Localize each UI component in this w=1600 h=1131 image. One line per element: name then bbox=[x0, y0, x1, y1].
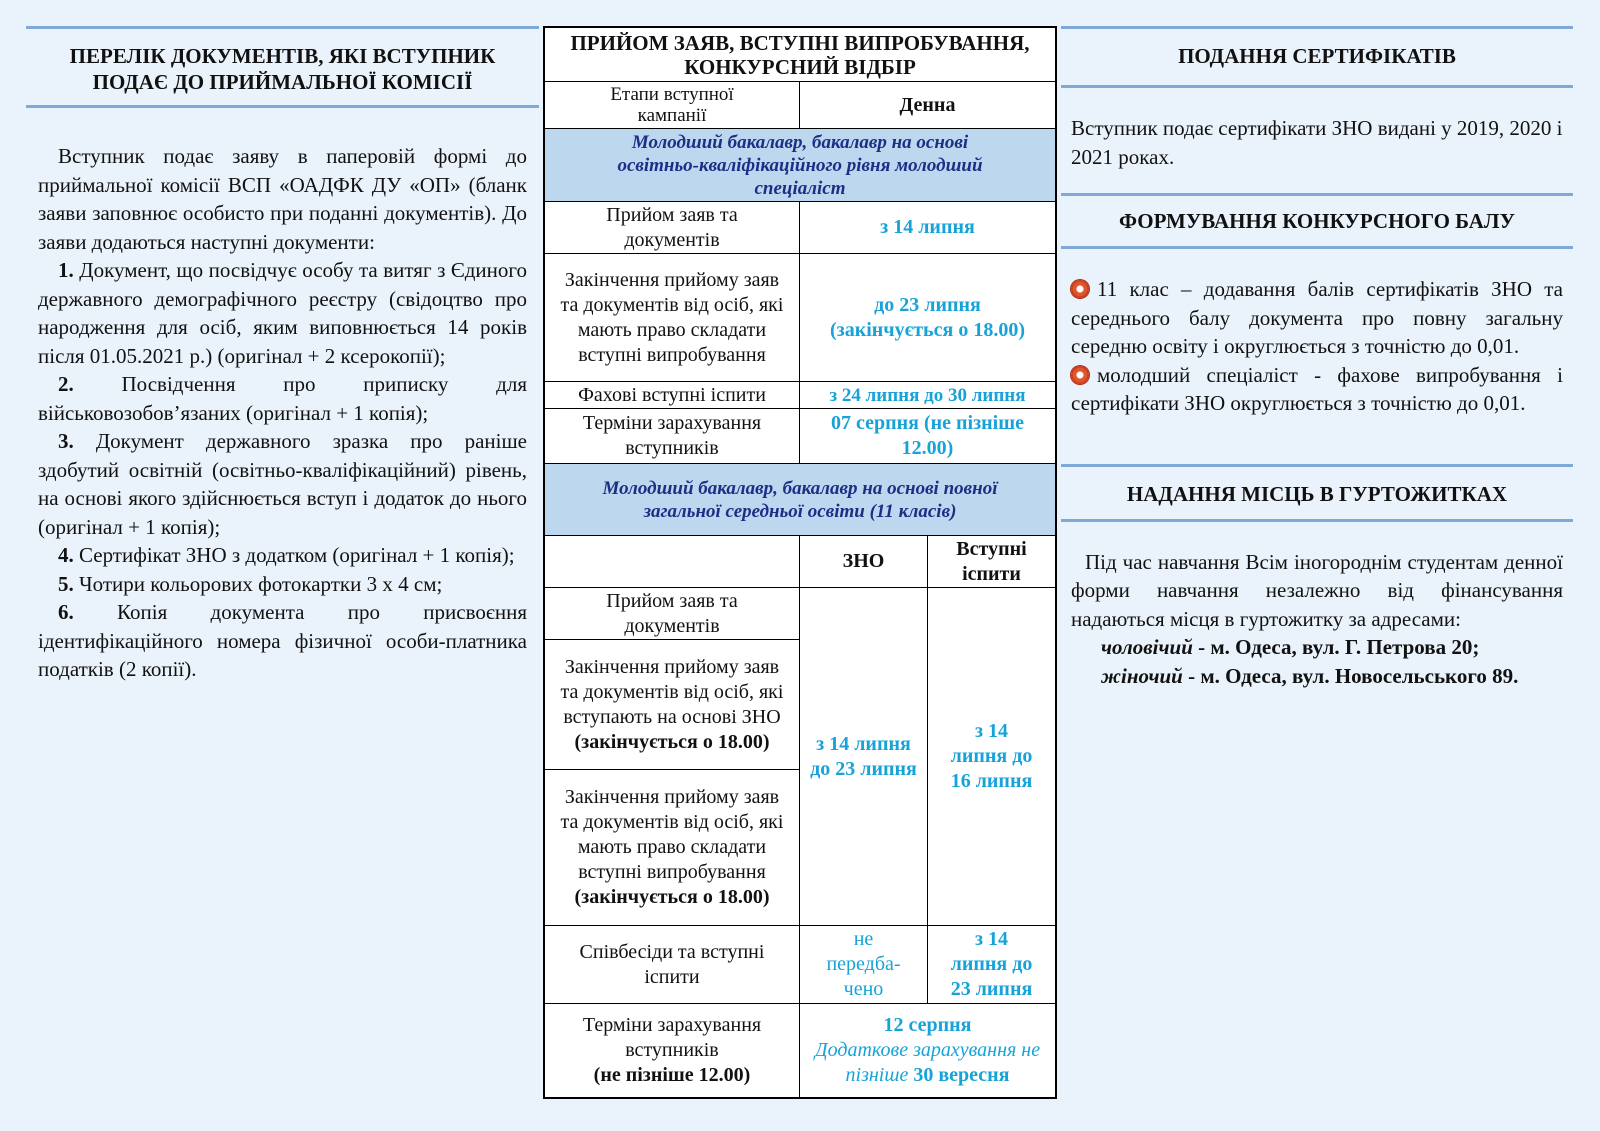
certs-title: ПОДАННЯ СЕРТИФІКАТІВ bbox=[1178, 44, 1456, 68]
item-number: 4. bbox=[58, 543, 74, 567]
row-label: Співбесіди та вступні іспити bbox=[545, 925, 799, 1003]
item-text: Документ, що посвідчує особу та витяг з Єдиного державного демографічного реєстру (свідоцтво про народження для осіб, яким виповнюється 14 років після 01.05.2021 р.) (оригінал + 2 ксерокопії); bbox=[38, 258, 527, 368]
row-label bbox=[545, 1003, 799, 1097]
documents-column bbox=[26, 26, 539, 684]
divider bbox=[1061, 464, 1573, 467]
divider bbox=[26, 26, 539, 29]
exam-dates: з 14 липня до 16 липня bbox=[927, 587, 1055, 925]
row-label-text: Закінчення прийому заяв та документів від осіб, які мають право складати вступні випробування bbox=[560, 786, 784, 883]
documents-title: ПЕРЕЛІК ДОКУМЕНТІВ, ЯКІ ВСТУПНИК ПОДАЄ ДО ПРИЙМАЛЬНОЇ КОМІСІЇ bbox=[69, 44, 496, 94]
header-day: Денна bbox=[799, 81, 1055, 128]
enroll-extra bbox=[810, 1038, 1045, 1088]
divider bbox=[26, 105, 539, 108]
item-number: 5. bbox=[58, 571, 74, 596]
divider bbox=[1061, 26, 1573, 29]
row-value: з 14 липня bbox=[799, 201, 1055, 253]
dorm-female-address: - м. Одеса, вул. Новосельського 89. bbox=[1182, 663, 1519, 688]
score-list bbox=[1061, 275, 1573, 418]
enroll-dates bbox=[799, 1003, 1055, 1097]
divider bbox=[1061, 246, 1573, 249]
item-text: Документ державного зразка про раніше здобутий освітній (освітньо-кваліфікаційний) рівень, на основі якого здійснюється вступ і додаток до нього (оригінал + 1 копія); bbox=[38, 429, 527, 539]
item-number: 6. bbox=[58, 600, 74, 624]
enroll-date: 12 серпня bbox=[883, 1014, 972, 1036]
documents-body bbox=[26, 142, 539, 684]
divider bbox=[1061, 519, 1573, 522]
certs-text: Вступник подає сертифікати ЗНО видані у 2019, 2020 і 2021 роках. bbox=[1071, 116, 1563, 169]
list-item bbox=[38, 256, 527, 370]
row-label: Прийом заяв та документів bbox=[545, 587, 799, 639]
row-label: Терміни зарахування вступників bbox=[545, 408, 799, 463]
item-number: 3. bbox=[58, 429, 74, 453]
header-stages: Етапи вступної кампанії bbox=[545, 81, 799, 128]
list-item bbox=[38, 598, 527, 684]
list-item bbox=[1071, 275, 1563, 361]
dorm-male-label: чоловічий bbox=[1101, 635, 1193, 659]
dorm-female-label: жіночий bbox=[1101, 663, 1183, 688]
item-number: 1. bbox=[58, 258, 74, 282]
enroll-extra-date: 30 вересня bbox=[913, 1064, 1010, 1086]
row-value: до 23 липня (закінчується о 18.00) bbox=[799, 253, 1055, 381]
admission-schedule-table bbox=[543, 26, 1057, 1099]
dorm-text: Під час навчання Всім іногороднім студентам денної форми навчання незалежно від фінансування надаються місця в гуртожитку за адресами: bbox=[1071, 549, 1563, 631]
bullet-icon bbox=[1071, 366, 1089, 384]
item-text: Посвідчення про приписку для військовозобов’язаних (оригінал + 1 копія); bbox=[38, 372, 528, 425]
score-item-text: молодший спеціаліст - фахове випробування і сертифікати ЗНО округлюється з точністю до 0,01. bbox=[1071, 362, 1563, 415]
info-column bbox=[1061, 26, 1573, 690]
score-item-text: 11 клас – додавання балів сертифікатів ЗНО та середнього балу документа про повну загальну середню освіту і округлюється з точністю до 0,01. bbox=[1071, 277, 1563, 358]
dorm-address-female bbox=[1061, 662, 1573, 691]
row-label bbox=[545, 639, 799, 769]
dorm-title: НАДАННЯ МІСЦЬ В ГУРТОЖИТКАХ bbox=[1126, 481, 1508, 506]
list-item bbox=[1071, 361, 1563, 418]
list-item bbox=[38, 427, 527, 541]
header-empty bbox=[545, 535, 799, 587]
interview-zno: не передба-чено bbox=[799, 925, 927, 1003]
row-label-text: Терміни зарахування вступників bbox=[582, 1014, 762, 1061]
row-value: з 24 липня до 30 липня bbox=[799, 381, 1055, 408]
divider bbox=[1061, 85, 1573, 88]
list-item bbox=[38, 370, 527, 427]
item-text: Копія документа про присвоєння ідентифікаційного номера фізичної особи-платника податків (2 копії). bbox=[38, 600, 527, 681]
list-item bbox=[38, 570, 527, 599]
row-label-note: (не пізніше 12.00) bbox=[593, 1064, 751, 1086]
list-item bbox=[38, 541, 527, 570]
row-label: Закінчення прийому заяв та документів від осіб, які мають право складати вступні випробування bbox=[545, 253, 799, 381]
score-title: ФОРМУВАННЯ КОНКУРСНОГО БАЛУ bbox=[1119, 209, 1515, 233]
dorm-male-address: - м. Одеса, вул. Г. Петрова 20; bbox=[1192, 635, 1480, 659]
item-text: Чотири кольорових фотокартки 3 х 4 см; bbox=[79, 571, 443, 596]
dorm-address-male bbox=[1061, 633, 1573, 662]
row-label-note: (закінчується о 18.00) bbox=[574, 730, 770, 753]
item-text: Сертифікат ЗНО з додатком (оригінал + 1 копія); bbox=[79, 543, 515, 567]
row-label bbox=[545, 769, 799, 925]
section-header: Молодший бакалавр, бакалавр на основі повної загальної середньої освіти (11 класів) bbox=[545, 463, 1055, 535]
row-value: 07 серпня (не пізніше 12.00) bbox=[799, 408, 1055, 463]
row-label-note: (закінчується о 18.00) bbox=[574, 886, 770, 908]
header-zno: ЗНО bbox=[799, 535, 927, 587]
interview-exams: з 14 липня до 23 липня bbox=[927, 925, 1055, 1003]
enroll-extra-text: Додаткове зарахування не пізніше bbox=[814, 1039, 1041, 1086]
row-label: Прийом заяв та документів bbox=[545, 201, 799, 253]
header-exams: Вступні іспити bbox=[927, 535, 1055, 587]
row-label-text: Закінчення прийому заяв та документів від осіб, які вступають на основі ЗНО bbox=[560, 655, 784, 728]
table-title: ПРИЙОМ ЗАЯВ, ВСТУПНІ ВИПРОБУВАННЯ, КОНКУРСНИЙ ВІДБІР bbox=[570, 30, 1030, 79]
zno-dates: з 14 липня до 23 липня bbox=[799, 587, 927, 925]
section-header: Молодший бакалавр, бакалавр на основі освітньо-кваліфікаційного рівня молодший спеціаліст bbox=[545, 128, 1055, 201]
bullet-icon bbox=[1071, 280, 1089, 298]
documents-intro: Вступник подає заяву в паперовій формі до приймальної комісії ВСП «ОАДФК ДУ «ОП» (бланк заяви заповнює особисто при поданні документів). До заяви додаються наступні документи: bbox=[38, 144, 527, 254]
item-number: 2. bbox=[58, 372, 74, 396]
divider bbox=[1061, 193, 1573, 196]
row-label: Фахові вступні іспити bbox=[545, 381, 799, 408]
